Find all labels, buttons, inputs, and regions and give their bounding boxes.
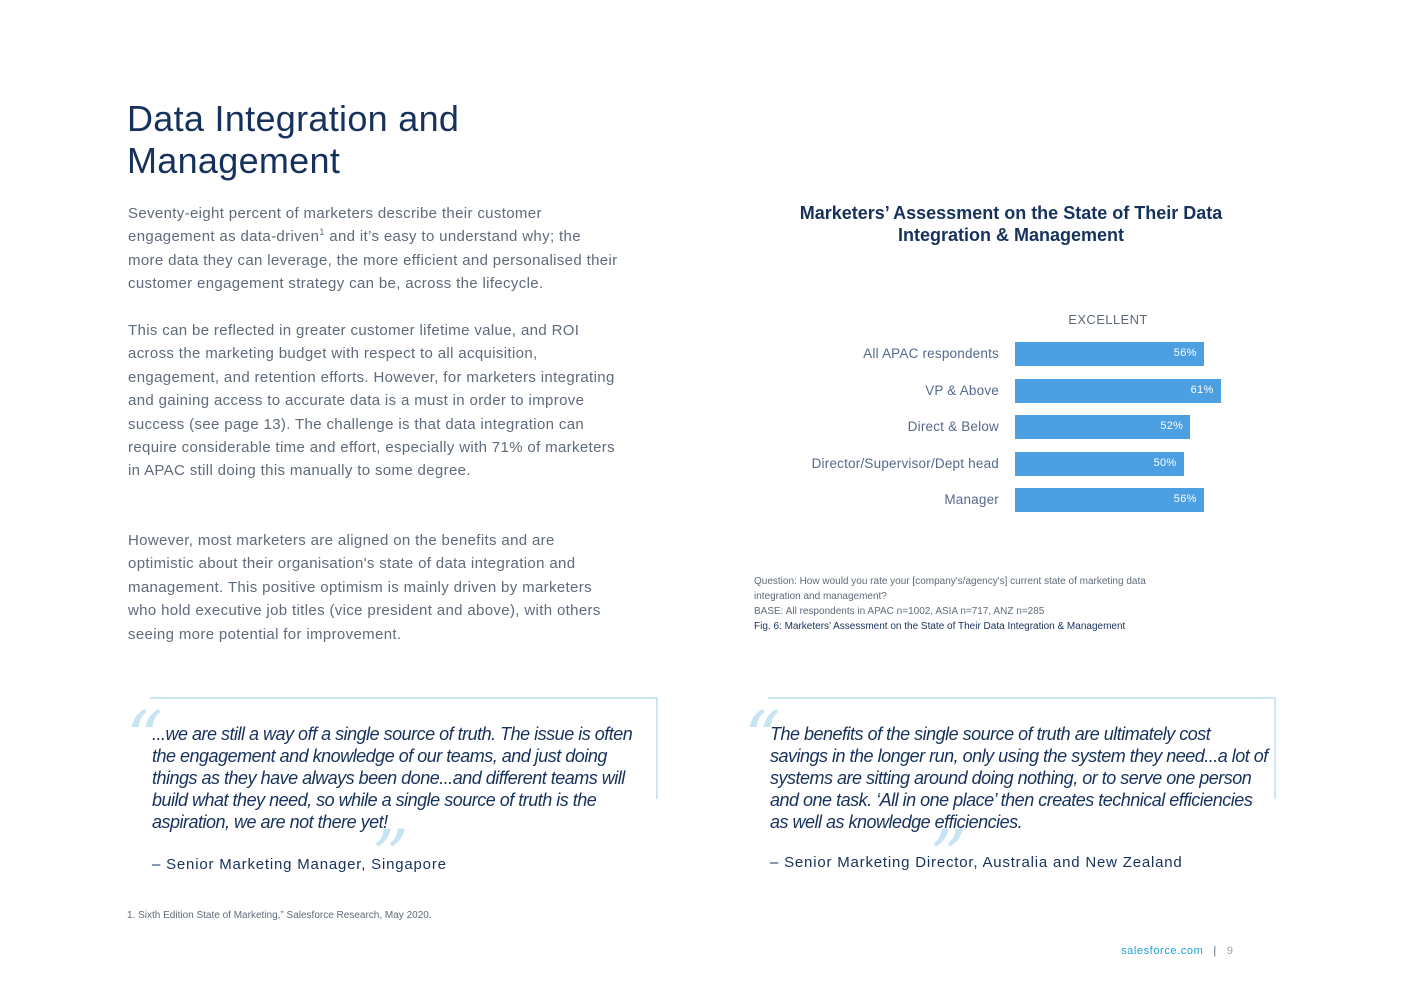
quote-attribution: – Senior Marketing Director, Australia and New Zealand bbox=[770, 854, 1183, 871]
bar-value-label: 50% bbox=[1153, 456, 1177, 469]
bar-row bbox=[760, 450, 1260, 476]
quote-attribution: – Senior Marketing Manager, Singapore bbox=[152, 856, 447, 873]
body-paragraph-2: This can be reflected in greater customer lifetime value, and ROI across the marketing budget with respect to all acquisition, engagement, and retention efforts. However, for marketers integrating and gaining access to accurate data is a must in order to improve success (see page 13). The challenge is that data integration can require considerable time and effort, especially with 71% of marketers in APAC still doing this manually to some degree. bbox=[128, 322, 615, 480]
bar-category-label: Director/Supervisor/Dept head bbox=[811, 455, 999, 471]
bar bbox=[1015, 452, 1184, 476]
chart-title: Marketers’ Assessment on the State of Their Data Integration & Management bbox=[799, 203, 1223, 245]
body-paragraph-3: However, most marketers are aligned on the benefits and are optimistic about their organisation's state of data integration and management. This positive optimism is mainly driven by marketers who hold executive job titles (vice president and above), with others seeing more potential for improvement. bbox=[128, 532, 601, 643]
bar-category-label: Direct & Below bbox=[907, 419, 999, 434]
bar-row bbox=[760, 340, 1260, 366]
open-quote-icon: “ bbox=[744, 696, 781, 780]
footnote-marker: 1 bbox=[319, 227, 325, 238]
bar-category-label: All APAC respondents bbox=[863, 346, 999, 361]
intro-text-a: Seventy-eight percent of marketers describe their customer engagement as data-driven bbox=[128, 205, 542, 246]
close-quote-icon: ” bbox=[930, 814, 967, 898]
bar bbox=[1015, 488, 1204, 512]
bar-row bbox=[760, 413, 1260, 439]
bar-category-label: Manager bbox=[944, 492, 999, 507]
bar bbox=[1015, 379, 1221, 403]
site-link[interactable]: salesforce.com bbox=[1121, 945, 1204, 957]
quote-text: ...we are still a way off a single source of truth. The issue is often the engagement and knowledge of our teams, and just doing things as they have always been done...and different teams will build what they need, so while a single source of truth is the aspiration, we are not there yet! bbox=[152, 724, 633, 832]
quote-text: The benefits of the single source of truth are ultimately cost savings in the longer run, only using the system they need...a lot of systems are sitting around doing nothing, or to serve one person and one task. ‘All in one place’ then creates technical efficiencies as well as knowledge efficiencies. bbox=[770, 724, 1268, 832]
bar-category-label: VP & Above bbox=[925, 382, 999, 398]
footnote: 1. Sixth Edition State of Marketing,” Salesforce Research, May 2020. bbox=[127, 910, 432, 921]
bar-row bbox=[760, 486, 1260, 512]
bar-row bbox=[760, 377, 1260, 403]
chart-base: BASE: All respondents in APAC n=1002, ASIA n=717, ANZ n=285 bbox=[754, 606, 1045, 617]
bar-value-label: 56% bbox=[1173, 493, 1197, 505]
bar-value-label: 52% bbox=[1160, 420, 1184, 432]
bar-chart bbox=[760, 340, 1260, 520]
open-quote-icon: “ bbox=[126, 696, 163, 780]
intro-text-b: and it’s easy to understand why; the more data they can leverage, the more efficient and personalised their customer engagement strategy can be, across the lifecycle. bbox=[128, 228, 618, 293]
close-quote-icon: ” bbox=[372, 814, 409, 898]
footer-separator: | bbox=[1213, 945, 1217, 957]
page-number: 9 bbox=[1226, 945, 1234, 957]
bar-value-label: 56% bbox=[1173, 347, 1197, 359]
figure-caption: Fig. 6: Marketers’ Assessment on the State of Their Data Integration & Management bbox=[754, 621, 1126, 632]
bar-value-label: 61% bbox=[1190, 383, 1214, 396]
intro-paragraph bbox=[128, 202, 618, 296]
page-footer bbox=[1121, 945, 1234, 957]
chart-series-header: EXCELLENT bbox=[1068, 312, 1148, 327]
chart-notes bbox=[754, 574, 1174, 634]
chart-question: Question: How would you rate your [company's/agency's] current state of marketing data integration and management? bbox=[754, 576, 1146, 602]
page-title: Data Integration and Management bbox=[127, 98, 460, 181]
bar bbox=[1015, 342, 1204, 366]
bar bbox=[1015, 415, 1190, 439]
